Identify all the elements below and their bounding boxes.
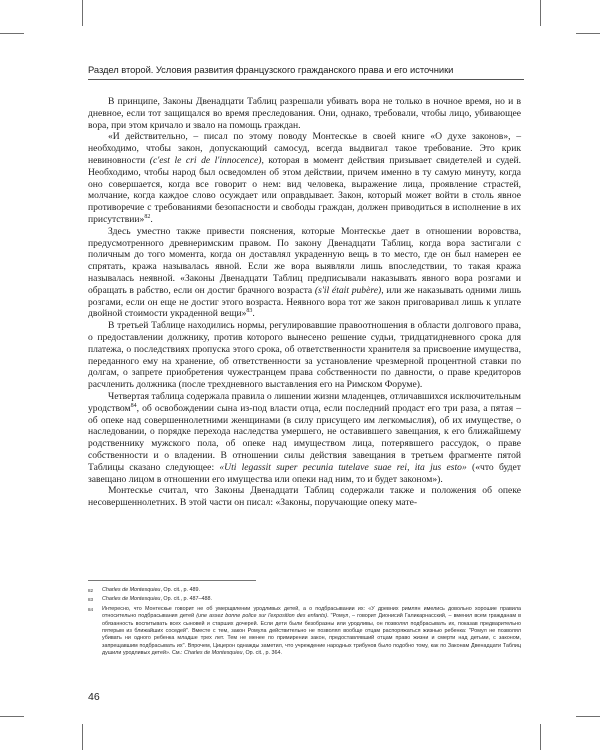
- header-rule: [88, 79, 524, 80]
- footnote: 83 Charles de Montesquieu, Op. cit., p. 487–488.: [88, 596, 212, 603]
- crop-mark: [576, 716, 600, 717]
- footnote-number: 83: [88, 597, 94, 603]
- footnote-ref[interactable]: 83: [246, 308, 253, 315]
- body-text: [88, 96, 521, 509]
- paragraph: Здесь уместно также привести пояснения, которые Монтескье дает в отношении воровства, предусмотренного древнеримским правом. По закону Двенадцати Таблиц, когда вора застигали с поличным до того момента, когда он доставлял украденную вещь в то место, где он был намерен ее спрятать, кража называлась явной. Если же вора выявляли лишь впоследствии, то такая кража называлась неявной. «Законы Двенадцати Таблиц предписывали наказывать явного вора розгами и обращать в рабство, если он достиг брачного возраста (s'il était pubère), или же наказывать одними лишь розгами, если он еще не достиг этого возраста. Неявного вора тот же закон приговаривал лишь к уплате двойной стоимости украденной вещи»$^{83}$.: [88, 225, 522, 320]
- paragraph: «И действительно, – писал по этому поводу Монтескье в своей книге «О духе законов», – необходимо, чтобы закон, допускающий самосуд, всегда выдвигал такое требование. Это крик невиновности (c'est le cri de l'innocence), которая в момент действия призывает свидетелей и судей. Необходимо, чтобы народ был осведомлен об этом действии, причем именно в ту самую минуту, когда оно совершается, когда все говорит о нем: вид человека, выражение лица, проявление страстей, молчание, когда каждое слово осуждает или оправдывает. Закон, который может войти в столь явное противоречие с требованиями безопасности и свободы граждан, должен приводиться в исполнение в их присутствии»$^{82}$.: [88, 131, 521, 225]
- footnote: 84 Интересно, что Монтескье говорит не об умерщвлении уродливых детей, а о подбрасывании их: «У древних римлян имелись довольно хорошие правила относительно подбрасывания детей (une assez bonne police sur l'exposition des enfants). "Ромул, – говорит Дионисий Галикарнасский, – вменил всем гражданам в обязанность воспитывать всех сыновей и старших дочерей. Если дети были безобразны или уродливы, он позволял подбрасывать их, показав предварительно пятерым из ближайших соседей". Вместе с тем, закон Ромула действительно не позволял вообще отцам распоряжаться жизнью ребенка: "Ромул не позволял убивать ни одного ребенка младше трех лет. Тем не менее по примирении закон, предоставлявший отцам право жизни и смерти над детьми, с законом, запрещавшим подбрасывать их". Впрочем, Цицерон однажды заметил, что учреждение народных трибунов было подобно тому, как по Законам Двенадцати Таблиц душили уродливых детей». См.: Charles de Montesquieu, Op. cit., p. 364.: [88, 605, 521, 657]
- paragraph: Четвертая таблица содержала правила о лишении жизни младенцев, отличавшихся исключительным уродством$^{84}$, об освобождении сына из-под власти отца, если последний продаст его три раза, а пятая – об опеке над совершеннолетними женщинами (в силу присущего им легкомыслия), об их имуществе, о наследовании, о порядке перехода наследства умершего, не оставившего завещания, к его ближайшему родственнику мужского пола, об опеке над имуществом лица, потерявшего рассудок, о праве собственности и о владении. В отношении силы действия завещания в третьем фрагменте пятой Таблицы сказано следующее: «Uti legassit super pecunia tutelave suae rei, ita jus esto» («что будет завещано лицом в отношении его имущества или опеки над ним, то и будет законом»).: [88, 390, 521, 485]
- italic-phrase: (s'il était pubère): [314, 284, 382, 296]
- italic-phrase: «Uti legassit super pecunia tutelave suae rei, ita jus esto»: [219, 461, 467, 473]
- crop-mark: [540, 724, 541, 750]
- footnote-rule: [88, 580, 256, 581]
- paragraph: В принципе, Законы Двенадцати Таблиц разрешали убивать вора не только в ночное время, но и в дневное, если тот защищался во время преследования. Они, однако, требовали, чтобы лицо, убивающее вора, при этом кричало и звало на помощь граждан.: [88, 96, 521, 131]
- running-header: Раздел второй. Условия развития французского гражданского права и его источники: [88, 64, 454, 75]
- paragraph: В третьей Таблице находились нормы, регулировавшие правоотношения в области долгового права, о предоставлении должнику, против которого вынесено решение судьи, тридцатидневного срока для платежа, о последствиях пропуска этого срока, об ответственности хранителя за присвоение имущества, переданного ему на хранение, об ответственности за установление чрезмерной процентной ставки по долгам, о запрете приобретения чужестранцем права собственности по давности, о праве кредиторов расчленить должника (после трехдневного выставления его на Римском Форуме).: [88, 320, 521, 391]
- footnote-ref[interactable]: 82: [144, 213, 151, 220]
- crop-mark: [576, 33, 600, 34]
- footnote-number: 84: [88, 606, 94, 612]
- crop-mark: [82, 724, 83, 750]
- footnotes: [88, 587, 521, 660]
- crop-mark: [0, 716, 24, 717]
- footnote-ref[interactable]: 84: [130, 402, 137, 409]
- crop-mark: [0, 33, 24, 34]
- page-number: 46: [88, 691, 100, 703]
- footnote-number: 82: [88, 588, 94, 593]
- footnote: 82 Charles de Montesquieu, Op. cit., p. 489.: [88, 587, 200, 593]
- crop-mark: [540, 0, 541, 26]
- italic-phrase: (c'est le cri de l'innocence): [149, 154, 262, 166]
- paragraph: Монтескье считал, что Законы Двенадцати Таблиц содержали также и положения об опеке несовершеннолетних. В этой части он писал: «Законы, поручающие опеку мате-: [88, 485, 521, 509]
- crop-mark: [82, 0, 83, 26]
